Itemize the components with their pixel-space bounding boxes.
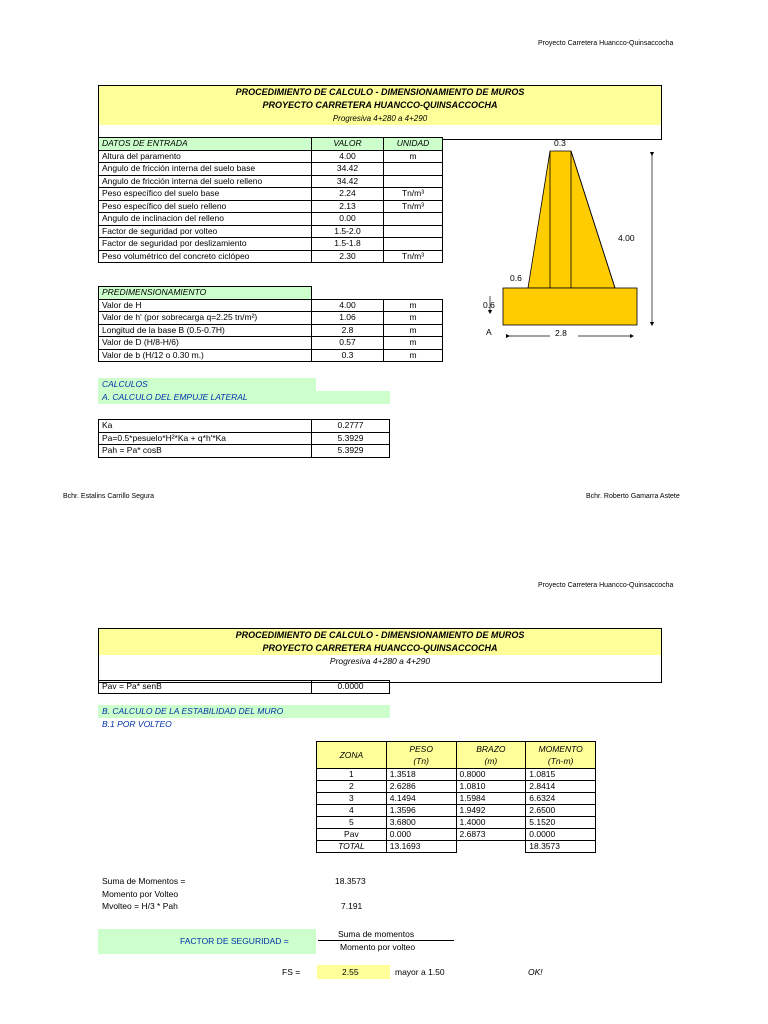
cell-brazo: 2.6873	[456, 829, 526, 841]
fs-ok: OK!	[528, 967, 543, 977]
header-project-name: Proyecto Carretera Huancco-Quinsaccocha	[538, 40, 674, 47]
brazo-header	[456, 742, 526, 769]
cell-unit: m	[384, 324, 443, 337]
table-row	[317, 793, 596, 805]
cell-value: 0.57	[312, 337, 384, 350]
empuje-table	[98, 419, 390, 458]
title-line-2: PROYECTO CARRETERA HUANCCO-QUINSACCOCHA	[99, 99, 661, 112]
cell-momento: 1.0815	[526, 769, 596, 781]
cell-zona: 5	[317, 817, 387, 829]
table-row	[99, 238, 443, 251]
title-line-2: PROYECTO CARRETERA HUANCCO-QUINSACCOCHA	[99, 642, 661, 655]
cell-value: 4.00	[312, 299, 384, 312]
cell-peso: 4.1494	[386, 793, 456, 805]
cell-label: Altura del paramento	[99, 150, 312, 163]
cell-label: Factor de seguridad por deslizamiento	[99, 238, 312, 251]
table-row	[99, 175, 443, 188]
footer-left: Bchr. Estalins Carrillo Segura	[63, 493, 155, 500]
cell-peso: 1.3596	[386, 805, 456, 817]
cell-label: Pa=0.5*pesuelo*H²*Ka + q*h'*Ka	[99, 432, 312, 445]
cell-unit	[384, 238, 443, 251]
cell-peso: 0.000	[386, 829, 456, 841]
peso-header	[386, 742, 456, 769]
wall-stem	[528, 151, 615, 288]
cell-label: Pah = Pa* cosB	[99, 445, 312, 458]
cell-value: 34.42	[312, 163, 384, 176]
table-row	[317, 817, 596, 829]
cell-zona: 4	[317, 805, 387, 817]
cell-zona: 2	[317, 781, 387, 793]
table-row	[99, 188, 443, 201]
cell-brazo: 1.4000	[456, 817, 526, 829]
dim-base-h: 0.6	[483, 300, 495, 310]
datos-header-unidad: UNIDAD	[384, 138, 443, 151]
cell-unit: Tn/m³	[384, 200, 443, 213]
datos-entrada-table	[98, 137, 443, 263]
footer-right: Bchr. Roberto Gamarra Astete	[586, 493, 680, 500]
cell-momento: 2.6500	[526, 805, 596, 817]
datos-header-label: DATOS DE ENTRADA	[99, 138, 312, 151]
table-row	[317, 781, 596, 793]
fs-value: 2.55	[342, 967, 359, 977]
cell-label: Ka	[99, 420, 312, 433]
calculos-heading: CALCULOS	[102, 379, 148, 389]
momento-header	[526, 742, 596, 769]
datos-header-row	[99, 138, 443, 151]
title-box-2	[98, 628, 662, 683]
cell-label: Longitud de la base B (0.5-0.7H)	[99, 324, 312, 337]
fs-denominator: Momento por volteo	[340, 942, 416, 952]
cell-value: 0.00	[312, 213, 384, 226]
cell-label: Peso específico del suelo relleno	[99, 200, 312, 213]
table-row	[99, 213, 443, 226]
pav-table	[98, 680, 390, 694]
dim-toe: 0.6	[510, 273, 522, 283]
cell-label: Angulo de fricción interna del suelo base	[99, 163, 312, 176]
datos-header-valor: VALOR	[312, 138, 384, 151]
table-row	[99, 420, 390, 433]
cell-peso: 1.3518	[386, 769, 456, 781]
cell-unit: Tn/m³	[384, 250, 443, 263]
table-row	[99, 200, 443, 213]
cell-zona: 3	[317, 793, 387, 805]
zona-header: ZONA	[317, 742, 387, 769]
cell-momento: 5.1520	[526, 817, 596, 829]
peso-header-label: PESO	[409, 744, 433, 754]
wall-diagram	[470, 134, 670, 344]
cell-zona: 1	[317, 769, 387, 781]
cell-value: 1.06	[312, 312, 384, 325]
cell-unit	[384, 163, 443, 176]
cell-peso: 3.6800	[386, 817, 456, 829]
cell-unit: m	[384, 312, 443, 325]
cell-unit: m	[384, 150, 443, 163]
cell-label: Valor de h' (por sobrecarga q=2.25 tn/m²)	[99, 312, 312, 325]
volteo-table	[316, 741, 596, 853]
cell-value: 0.3	[312, 349, 384, 362]
total-momento: 18.3573	[526, 841, 596, 853]
cell-unit: Tn/m³	[384, 188, 443, 201]
dim-base: 2.8	[555, 328, 567, 338]
title-line-1: PROCEDIMIENTO DE CALCULO - DIMENSIONAMIENTO DE MUROS	[99, 629, 661, 642]
momento-volteo-label: Momento por Volteo	[102, 889, 179, 899]
total-row	[317, 841, 596, 853]
table-row	[99, 681, 390, 694]
table-row	[99, 225, 443, 238]
table-row	[99, 312, 443, 325]
cell-value: 5.3929	[312, 445, 390, 458]
predimensionamiento-table	[98, 286, 443, 362]
cell-momento: 2.8414	[526, 781, 596, 793]
table-row	[99, 150, 443, 163]
cell-unit: m	[384, 299, 443, 312]
wall-footing	[503, 288, 637, 325]
calc-a-heading: A. CALCULO DEL EMPUJE LATERAL	[102, 392, 248, 402]
title-line-1: PROCEDIMIENTO DE CALCULO - DIMENSIONAMIENTO DE MUROS	[99, 86, 661, 99]
pav-value: 0.0000	[312, 681, 390, 694]
fraction-line	[318, 940, 454, 941]
header-project-name-2: Proyecto Carretera Huancco-Quinsaccocha	[538, 582, 674, 589]
cell-value: 2.30	[312, 250, 384, 263]
progresiva: Progresiva 4+280 a 4+290	[99, 112, 661, 125]
table-row	[99, 324, 443, 337]
cell-label: Factor de seguridad por volteo	[99, 225, 312, 238]
total-label: TOTAL	[317, 841, 387, 853]
brazo-header-label: BRAZO	[476, 744, 506, 754]
cell-brazo: 1.9492	[456, 805, 526, 817]
momento-header-unit: (Tn-m)	[547, 756, 574, 766]
cell-value: 34.42	[312, 175, 384, 188]
dim-top: 0.3	[554, 138, 566, 148]
cell-value: 1.5-2.0	[312, 225, 384, 238]
table-row	[317, 829, 596, 841]
table-row	[99, 299, 443, 312]
cell-label: Valor de H	[99, 299, 312, 312]
predim-header-row	[99, 287, 443, 300]
fs-eq-label: FS =	[282, 967, 301, 977]
cell-brazo: 1.0810	[456, 781, 526, 793]
fs-condition: mayor a 1.50	[395, 967, 445, 977]
momento-header-label: MOMENTO	[538, 744, 583, 754]
cell-unit: m	[384, 337, 443, 350]
suma-momentos-value: 18.3573	[335, 876, 366, 886]
cell-label: Angulo de fricción interna del suelo relleno	[99, 175, 312, 188]
cell-value: 4.00	[312, 150, 384, 163]
cell-value: 5.3929	[312, 432, 390, 445]
cell-unit: m	[384, 349, 443, 362]
calc-b1-heading: B.1 POR VOLTEO	[102, 719, 172, 729]
progresiva-2: Progresiva 4+280 a 4+290	[99, 655, 661, 668]
fs-label: FACTOR DE SEGURIDAD =	[180, 936, 289, 946]
cell-momento: 6.6324	[526, 793, 596, 805]
mvolteo-value: 7.191	[341, 901, 363, 911]
cell-momento: 0.0000	[526, 829, 596, 841]
brazo-header-unit: (m)	[484, 756, 498, 766]
cell-value: 2.24	[312, 188, 384, 201]
table-row	[317, 805, 596, 817]
table-row	[317, 769, 596, 781]
mvolteo-label: Mvolteo = H/3 * Pah	[102, 901, 178, 911]
cell-label: Angulo de inclinacion del relleno	[99, 213, 312, 226]
table-row	[99, 445, 390, 458]
cell-brazo: 1.5984	[456, 793, 526, 805]
zona-header-row	[317, 742, 596, 769]
dim-height: 4.00	[618, 233, 635, 243]
total-brazo-empty	[456, 841, 526, 853]
suma-momentos-label: Suma de Momentos =	[102, 876, 186, 886]
table-row	[99, 337, 443, 350]
fs-numerator: Suma de momentos	[338, 929, 415, 939]
cell-value: 0.2777	[312, 420, 390, 433]
predim-header: PREDIMENSIONAMIENTO	[99, 287, 312, 300]
cell-unit	[384, 213, 443, 226]
cell-label: Valor de D (H/8-H/6)	[99, 337, 312, 350]
table-row	[99, 349, 443, 362]
pav-label: Pav = Pa* senB	[99, 681, 312, 694]
cell-zona: Pav	[317, 829, 387, 841]
title-box	[98, 85, 662, 140]
cell-value: 2.8	[312, 324, 384, 337]
cell-brazo: 0.8000	[456, 769, 526, 781]
table-row	[99, 163, 443, 176]
peso-header-unit: (Tn)	[413, 756, 429, 766]
cell-unit	[384, 225, 443, 238]
cell-peso: 2.6286	[386, 781, 456, 793]
cell-label: Peso volumétrico del concreto ciclópeo	[99, 250, 312, 263]
cell-label: Peso específico del suelo base	[99, 188, 312, 201]
total-peso: 13.1693	[386, 841, 456, 853]
cell-value: 1.5-1.8	[312, 238, 384, 251]
table-row	[99, 432, 390, 445]
cell-unit	[384, 175, 443, 188]
calc-b-heading: B. CALCULO DE LA ESTABILIDAD DEL MURO	[102, 706, 284, 716]
table-row	[99, 250, 443, 263]
point-a: A	[486, 327, 492, 337]
cell-value: 2.13	[312, 200, 384, 213]
cell-label: Valor de b (H/12 o 0.30 m.)	[99, 349, 312, 362]
